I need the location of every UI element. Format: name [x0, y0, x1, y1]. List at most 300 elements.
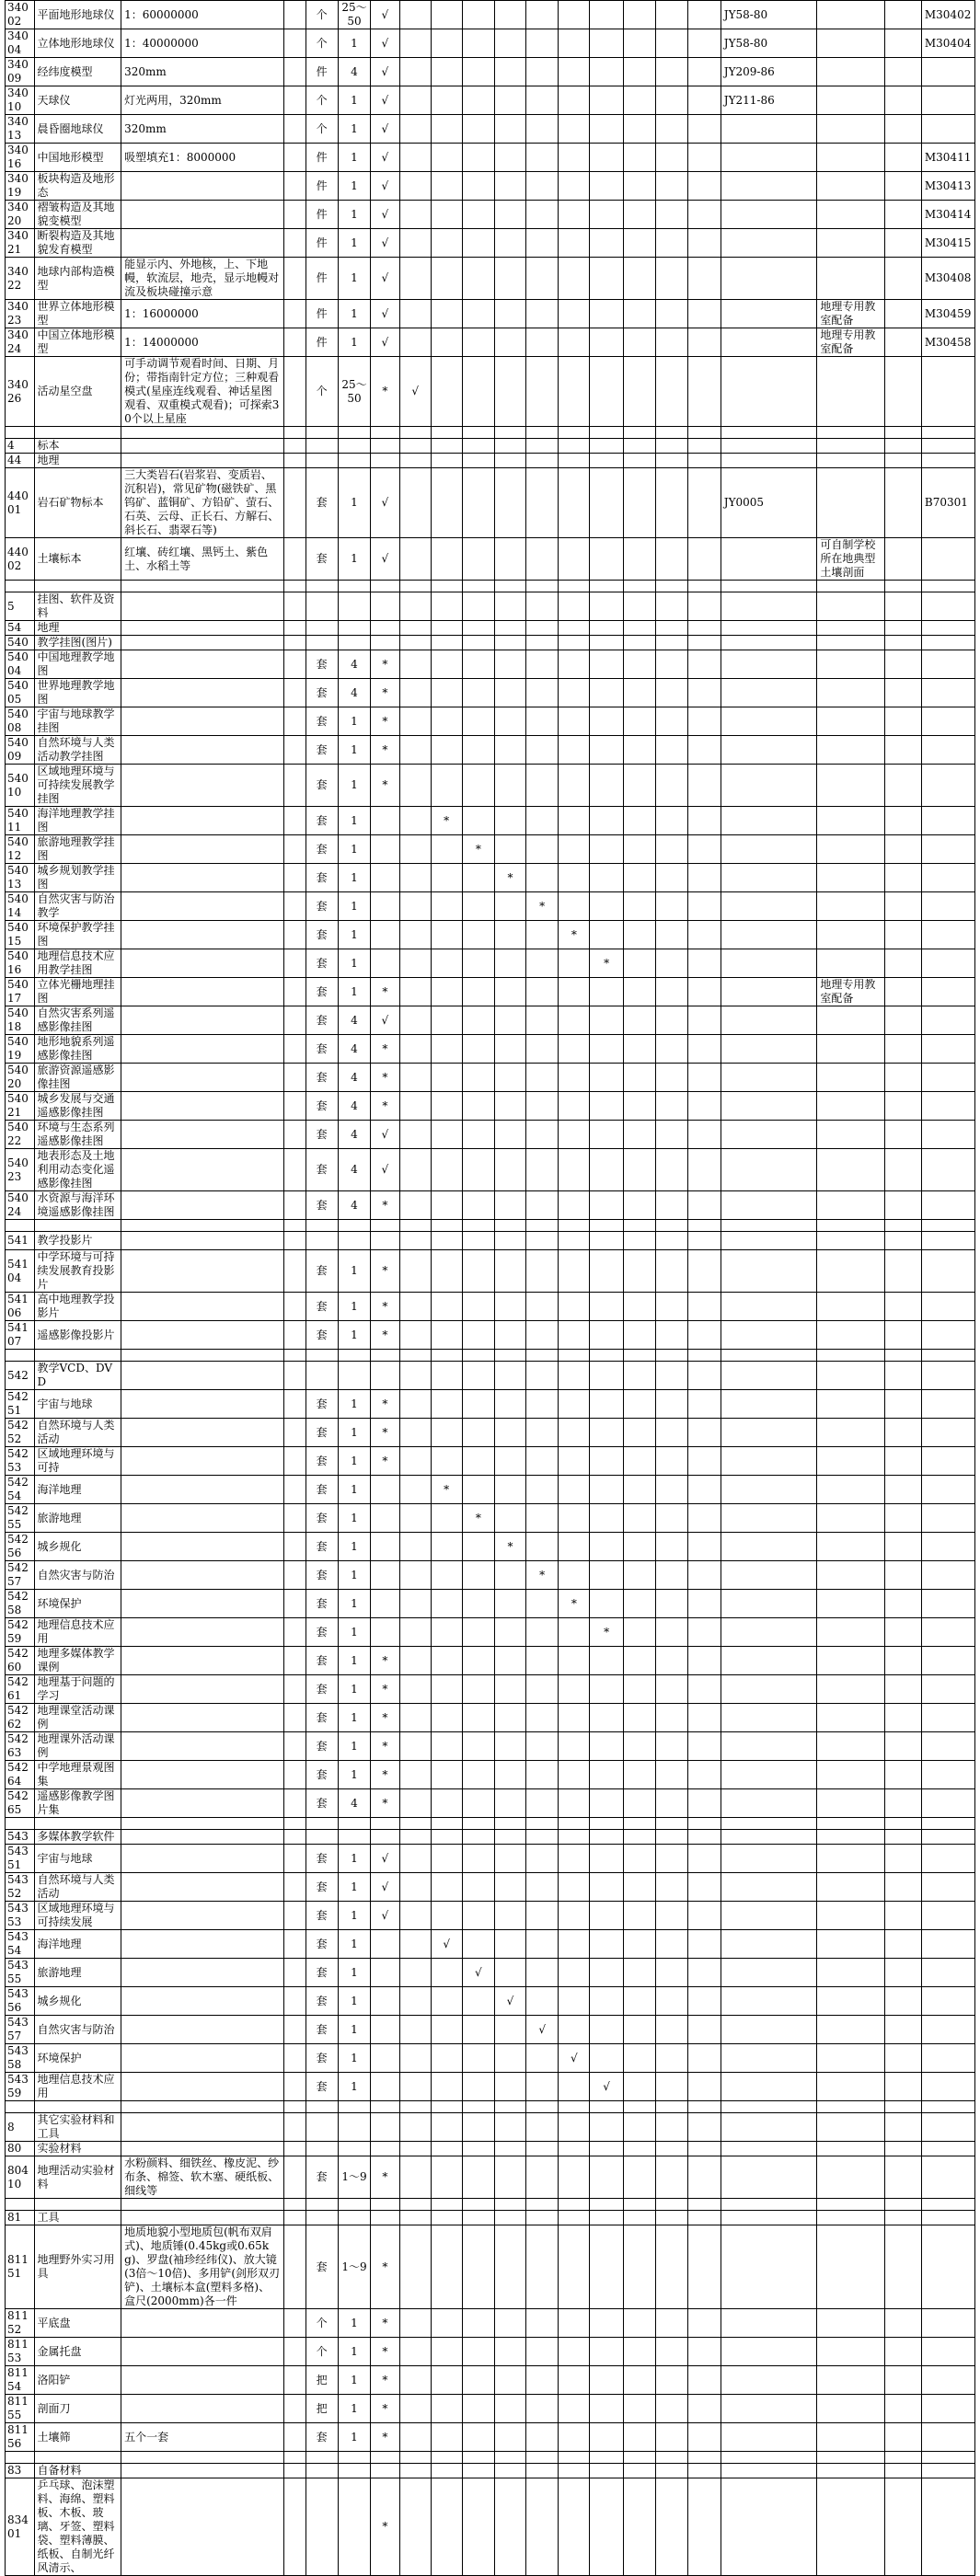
item-remark	[817, 1191, 884, 1220]
item-qty: 1	[338, 978, 370, 1006]
empty-cell	[884, 1959, 921, 1987]
item-standard: JY211-86	[721, 86, 817, 115]
mark-cell	[431, 86, 462, 115]
empty-cell	[688, 1618, 721, 1647]
item-qty: 1	[338, 1419, 370, 1447]
empty-cell	[688, 892, 721, 921]
mark-cell	[559, 2478, 590, 2576]
mark-cell	[462, 1149, 494, 1191]
empty-cell	[688, 949, 721, 978]
spare-cell	[283, 1121, 306, 1149]
item-unit: 套	[306, 650, 338, 679]
spare-cell	[283, 454, 306, 468]
item-unit	[306, 2211, 338, 2225]
mark-cell	[526, 2211, 559, 2225]
item-spec	[121, 427, 284, 439]
mark-cell	[559, 144, 590, 172]
mark-cell	[462, 1293, 494, 1321]
table-row	[6, 1902, 975, 1930]
empty-cell	[656, 581, 688, 592]
mark-cell	[494, 1321, 525, 1350]
mark-cell	[559, 1006, 590, 1035]
item-qty: 25～50	[338, 1, 370, 29]
mark-cell	[590, 468, 624, 538]
item-remark	[817, 2044, 884, 2073]
mark-cell	[371, 892, 400, 921]
mark-cell	[399, 1419, 431, 1447]
spare-cell	[283, 581, 306, 592]
empty-cell	[656, 357, 688, 427]
item-standard	[721, 1873, 817, 1902]
mark-cell	[431, 2309, 462, 2338]
mark-cell	[590, 144, 624, 172]
mark-cell	[526, 2423, 559, 2452]
item-code: 34021	[6, 229, 35, 258]
item-name: 宇宙与地球	[34, 1845, 121, 1873]
mark-cell	[559, 1232, 590, 1250]
mark-cell	[526, 2452, 559, 2464]
mark-cell	[559, 835, 590, 864]
empty-cell	[623, 1902, 655, 1930]
mark-cell	[526, 328, 559, 357]
empty-cell	[688, 258, 721, 300]
mark-cell	[462, 1561, 494, 1590]
mark-cell: √	[371, 1121, 400, 1149]
item-standard	[721, 1362, 817, 1390]
item-spec	[121, 1818, 284, 1830]
spare-cell	[283, 1006, 306, 1035]
table-row	[6, 765, 975, 807]
mark-cell	[559, 29, 590, 58]
mark-cell	[399, 229, 431, 258]
mark-cell	[494, 592, 525, 621]
mark-cell	[526, 468, 559, 538]
mark-cell: *	[371, 1092, 400, 1121]
item-spec	[121, 807, 284, 835]
item-name: 自然环境与人类活动	[34, 1419, 121, 1447]
mark-cell	[526, 1504, 559, 1533]
empty-cell	[656, 1232, 688, 1250]
mark-cell	[371, 1362, 400, 1390]
table-row	[6, 650, 975, 679]
mark-cell	[494, 1035, 525, 1064]
empty-cell	[884, 1419, 921, 1447]
mark-cell	[462, 2044, 494, 2073]
item-code: 54258	[6, 1590, 35, 1618]
mark-cell	[494, 2113, 525, 2142]
item-spec	[121, 1789, 284, 1818]
spare-cell	[283, 2101, 306, 2113]
mark-cell: *	[371, 1761, 400, 1789]
empty-cell	[688, 357, 721, 427]
spare-cell	[283, 538, 306, 581]
item-remark	[817, 636, 884, 650]
mark-cell	[494, 300, 525, 328]
mark-cell	[431, 468, 462, 538]
item-spec	[121, 2452, 284, 2464]
mark-cell	[371, 2101, 400, 2113]
empty-cell	[884, 1250, 921, 1293]
mark-cell	[431, 1590, 462, 1618]
empty-cell	[623, 1419, 655, 1447]
item-remark	[817, 172, 884, 201]
empty-cell	[623, 229, 655, 258]
mark-cell	[399, 29, 431, 58]
mark-cell	[431, 29, 462, 58]
mark-cell	[526, 1959, 559, 1987]
item-spec	[121, 864, 284, 892]
empty-cell	[656, 1704, 688, 1732]
mark-cell	[559, 2423, 590, 2452]
empty-cell	[884, 1533, 921, 1561]
mark-cell	[462, 357, 494, 427]
table-row	[6, 1987, 975, 2016]
mark-cell	[494, 1191, 525, 1220]
item-spec	[121, 1419, 284, 1447]
mark-cell	[526, 144, 559, 172]
empty-cell	[656, 2452, 688, 2464]
mark-cell	[371, 1476, 400, 1504]
item-spec	[121, 949, 284, 978]
item-qty: 1	[338, 736, 370, 765]
empty-cell	[688, 1987, 721, 2016]
spare-cell	[283, 2142, 306, 2156]
table-row	[6, 2309, 975, 2338]
item-qty: 1	[338, 1761, 370, 1789]
mark-cell: *	[559, 1590, 590, 1618]
mark-cell	[526, 621, 559, 636]
item-standard	[721, 229, 817, 258]
mark-cell	[462, 258, 494, 300]
spare-cell	[283, 144, 306, 172]
empty-cell	[656, 1476, 688, 1504]
item-name: 洛阳铲	[34, 2366, 121, 2395]
item-ref-code	[921, 2423, 974, 2452]
empty-cell	[623, 2016, 655, 2044]
mark-cell: √	[371, 1, 400, 29]
empty-cell	[623, 29, 655, 58]
empty-cell	[884, 172, 921, 201]
item-remark	[817, 427, 884, 439]
mark-cell	[462, 538, 494, 581]
item-unit: 套	[306, 949, 338, 978]
mark-cell	[431, 1390, 462, 1419]
item-remark	[817, 439, 884, 454]
item-ref-code: M30415	[921, 229, 974, 258]
table-row	[6, 86, 975, 115]
item-ref-code	[921, 1250, 974, 1293]
mark-cell	[462, 1419, 494, 1447]
item-remark	[817, 1092, 884, 1121]
mark-cell	[526, 1732, 559, 1761]
item-unit: 套	[306, 1789, 338, 1818]
item-code: 34022	[6, 258, 35, 300]
mark-cell	[399, 1959, 431, 1987]
empty-cell	[656, 707, 688, 736]
item-code: 83	[6, 2464, 35, 2478]
mark-cell	[494, 1873, 525, 1902]
mark-cell	[559, 1873, 590, 1902]
mark-cell	[462, 1362, 494, 1390]
table-row	[6, 2225, 975, 2309]
item-ref-code	[921, 1232, 974, 1250]
empty-cell	[884, 1873, 921, 1902]
mark-cell	[431, 1561, 462, 1590]
table-row	[6, 2464, 975, 2478]
item-remark	[817, 807, 884, 835]
mark-cell	[526, 454, 559, 468]
mark-cell	[526, 1006, 559, 1035]
mark-cell	[399, 1561, 431, 1590]
spare-cell	[283, 1761, 306, 1789]
spare-cell	[283, 2199, 306, 2211]
mark-cell	[431, 1647, 462, 1675]
mark-cell	[399, 2113, 431, 2142]
item-qty: 4	[338, 1064, 370, 1092]
empty-cell	[688, 439, 721, 454]
item-spec	[121, 765, 284, 807]
empty-cell	[656, 2016, 688, 2044]
mark-cell	[590, 538, 624, 581]
mark-cell	[559, 1987, 590, 2016]
item-name: 自然灾害系列遥感影像挂图	[34, 1006, 121, 1035]
empty-cell	[623, 1035, 655, 1064]
mark-cell	[559, 1149, 590, 1191]
spare-cell	[283, 921, 306, 949]
mark-cell	[399, 300, 431, 328]
item-ref-code	[921, 2156, 974, 2199]
mark-cell	[399, 1447, 431, 1476]
item-remark	[817, 2156, 884, 2199]
item-spec	[121, 1191, 284, 1220]
item-spec	[121, 1761, 284, 1789]
empty-cell	[623, 1818, 655, 1830]
empty-cell	[623, 2113, 655, 2142]
empty-cell	[688, 1732, 721, 1761]
mark-cell	[526, 650, 559, 679]
item-code	[6, 1220, 35, 1232]
item-code	[6, 427, 35, 439]
item-ref-code	[921, 2199, 974, 2211]
empty-cell	[656, 2211, 688, 2225]
mark-cell	[399, 1987, 431, 2016]
item-qty: 1	[338, 1321, 370, 1350]
item-remark	[817, 1675, 884, 1704]
mark-cell	[462, 807, 494, 835]
empty-cell	[884, 1618, 921, 1647]
item-remark	[817, 2395, 884, 2423]
mark-cell	[399, 736, 431, 765]
item-unit: 件	[306, 258, 338, 300]
item-code: 81153	[6, 2338, 35, 2366]
item-ref-code	[921, 2211, 974, 2225]
empty-cell	[884, 736, 921, 765]
item-ref-code	[921, 1647, 974, 1675]
item-code: 80410	[6, 2156, 35, 2199]
item-code: 54024	[6, 1191, 35, 1220]
mark-cell: √	[371, 258, 400, 300]
mark-cell	[590, 328, 624, 357]
empty-cell	[656, 144, 688, 172]
item-code: 34004	[6, 29, 35, 58]
mark-cell	[494, 949, 525, 978]
item-qty	[338, 1220, 370, 1232]
item-spec	[121, 650, 284, 679]
item-standard	[721, 2395, 817, 2423]
item-code: 54018	[6, 1006, 35, 1035]
item-remark	[817, 1561, 884, 1590]
mark-cell	[494, 2142, 525, 2156]
item-spec	[121, 229, 284, 258]
mark-cell	[526, 1476, 559, 1504]
item-code: 54263	[6, 1732, 35, 1761]
item-unit: 套	[306, 2016, 338, 2044]
empty-cell	[688, 1293, 721, 1321]
item-ref-code	[921, 1006, 974, 1035]
table-row	[6, 592, 975, 621]
empty-cell	[884, 1704, 921, 1732]
mark-cell	[431, 229, 462, 258]
item-spec: 五个一套	[121, 2423, 284, 2452]
mark-cell: *	[526, 892, 559, 921]
mark-cell	[526, 300, 559, 328]
mark-cell: *	[462, 835, 494, 864]
item-standard	[721, 201, 817, 229]
empty-cell	[688, 1149, 721, 1191]
mark-cell: *	[371, 2478, 400, 2576]
mark-cell	[399, 2156, 431, 2199]
item-standard	[721, 592, 817, 621]
item-name: 城乡规划教学挂图	[34, 864, 121, 892]
mark-cell	[494, 707, 525, 736]
mark-cell	[431, 650, 462, 679]
mark-cell	[371, 592, 400, 621]
mark-cell	[494, 2366, 525, 2395]
item-remark	[817, 949, 884, 978]
empty-cell	[656, 2309, 688, 2338]
empty-cell	[623, 1647, 655, 1675]
empty-cell	[656, 864, 688, 892]
item-qty: 1	[338, 1987, 370, 2016]
spare-cell	[283, 2044, 306, 2073]
table-row	[6, 949, 975, 978]
mark-cell	[590, 2199, 624, 2211]
spare-cell	[283, 86, 306, 115]
mark-cell: √	[371, 1902, 400, 1930]
mark-cell	[462, 1789, 494, 1818]
item-unit: 套	[306, 1987, 338, 2016]
item-spec	[121, 2199, 284, 2211]
table-row	[6, 2338, 975, 2366]
mark-cell: *	[494, 864, 525, 892]
mark-cell	[559, 1390, 590, 1419]
item-remark	[817, 468, 884, 538]
item-ref-code	[921, 1845, 974, 1873]
item-qty: 1	[338, 300, 370, 328]
mark-cell	[526, 1220, 559, 1232]
mark-cell	[462, 2395, 494, 2423]
mark-cell	[559, 1704, 590, 1732]
mark-cell	[399, 1590, 431, 1618]
item-qty: 1	[338, 468, 370, 538]
mark-cell	[431, 1064, 462, 1092]
item-qty	[338, 1818, 370, 1830]
item-qty: 1	[338, 1533, 370, 1561]
empty-cell	[884, 2211, 921, 2225]
mark-cell	[559, 258, 590, 300]
mark-cell	[431, 115, 462, 144]
empty-cell	[623, 58, 655, 86]
empty-cell	[656, 1959, 688, 1987]
empty-cell	[623, 1149, 655, 1191]
mark-cell	[462, 115, 494, 144]
item-code: 54260	[6, 1647, 35, 1675]
mark-cell: √	[371, 328, 400, 357]
item-name: 挂图、软件及资料	[34, 592, 121, 621]
spare-cell	[283, 1675, 306, 1704]
item-spec	[121, 1121, 284, 1149]
mark-cell	[526, 2199, 559, 2211]
item-qty: 1	[338, 2309, 370, 2338]
item-spec	[121, 1293, 284, 1321]
spare-cell	[283, 29, 306, 58]
item-unit: 套	[306, 835, 338, 864]
item-spec	[121, 2016, 284, 2044]
mark-cell	[462, 1064, 494, 1092]
mark-cell	[494, 172, 525, 201]
mark-cell	[399, 115, 431, 144]
mark-cell	[590, 2423, 624, 2452]
mark-cell: *	[371, 1789, 400, 1818]
mark-cell	[431, 1232, 462, 1250]
mark-cell	[399, 2225, 431, 2309]
item-unit: 套	[306, 2225, 338, 2309]
empty-cell	[884, 2452, 921, 2464]
empty-cell	[884, 468, 921, 538]
item-qty: 25～50	[338, 357, 370, 427]
empty-cell	[623, 736, 655, 765]
item-standard	[721, 1930, 817, 1959]
item-ref-code	[921, 1590, 974, 1618]
item-code: 54014	[6, 892, 35, 921]
mark-cell	[431, 1504, 462, 1533]
empty-cell	[884, 144, 921, 172]
item-name: 自然灾害与防治教学	[34, 892, 121, 921]
item-spec	[121, 592, 284, 621]
mark-cell	[494, 736, 525, 765]
table-row	[6, 1476, 975, 1504]
empty-cell	[884, 1590, 921, 1618]
mark-cell	[526, 978, 559, 1006]
item-unit: 个	[306, 29, 338, 58]
item-ref-code	[921, 1504, 974, 1533]
mark-cell	[559, 1321, 590, 1350]
empty-cell	[688, 807, 721, 835]
mark-cell	[494, 1818, 525, 1830]
item-standard	[721, 2478, 817, 2576]
mark-cell	[462, 1121, 494, 1149]
mark-cell	[462, 2199, 494, 2211]
empty-cell	[884, 1006, 921, 1035]
empty-cell	[623, 765, 655, 807]
empty-cell	[623, 2452, 655, 2464]
item-name: 旅游地理教学挂图	[34, 835, 121, 864]
item-qty: 1	[338, 2338, 370, 2366]
mark-cell	[371, 1350, 400, 1362]
mark-cell	[526, 1590, 559, 1618]
item-name: 世界地理教学地图	[34, 679, 121, 707]
mark-cell	[559, 454, 590, 468]
